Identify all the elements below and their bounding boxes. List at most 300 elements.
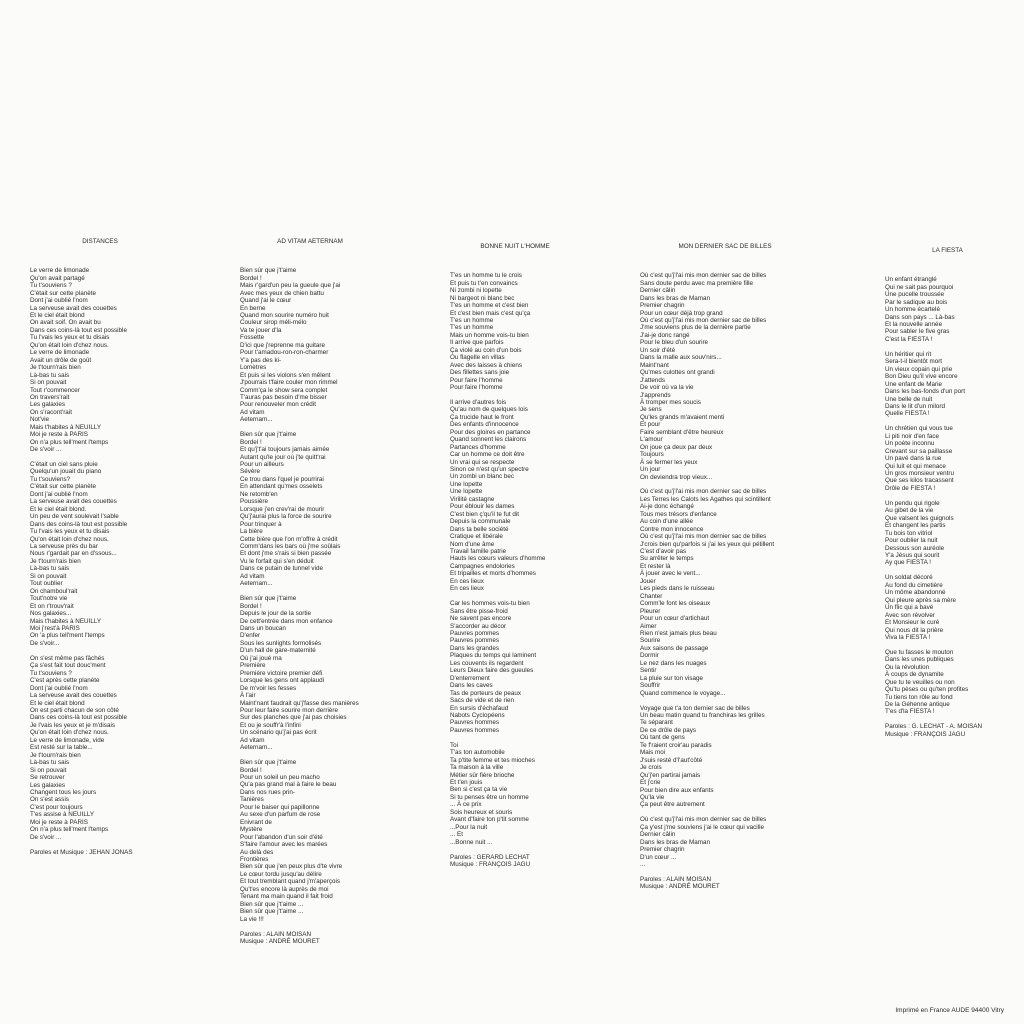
lyric-line: Qu't'es encore là auprès de moi <box>240 885 329 893</box>
lyric-line: C'est la FIESTA ! <box>885 335 933 343</box>
lyric-line: Et t'en jouis <box>450 779 483 787</box>
lyric-line: Mystère <box>240 826 263 834</box>
lyric-line: Je l'vais les yeux et je m'disais <box>30 721 115 729</box>
lyric-line: Ta p'tite femme et tes mioches <box>450 756 535 764</box>
lyric-line: T'es un homme <box>450 324 494 332</box>
lyric-line: Tanières <box>240 796 264 804</box>
stanza-break <box>885 567 1010 574</box>
lyric-line: Dans les unes publiques <box>885 656 954 664</box>
lyric-line: Pour renouveler mon crédit <box>240 401 316 409</box>
lyric-line: Jouer <box>640 577 656 585</box>
lyric-line: Depuis le jour de la sortie <box>240 610 312 618</box>
lyric-line: Partances d'homme <box>450 443 506 451</box>
lyric-line: Pauvres hommes <box>450 726 499 734</box>
lyric-line: Nom d'une âme <box>450 540 495 548</box>
lyric-line: Que tu te veuilles ou non <box>885 678 955 686</box>
lyric-line: Ça s'est fait tout douc'ment <box>30 662 106 670</box>
stanza-break <box>450 734 580 741</box>
song-title: AD VITAM AETERNAM <box>277 237 343 245</box>
lyric-line: T'as ton automobile <box>450 749 505 757</box>
lyric-line: Sous les sunlights formolisés <box>240 639 322 647</box>
lyric-line: C'est d'avoir pas <box>640 548 687 556</box>
lyric-line: Maint'nant faudrait qu'j'fasse des manières <box>240 699 359 707</box>
lyric-line: Avec mes yeux de chien battu <box>240 289 324 297</box>
lyric-line: Sourire <box>640 637 661 645</box>
lyric-line: Tu bois ton vitriol <box>885 529 933 537</box>
lyric-line: Un soir d'été <box>640 346 676 354</box>
lyric-line: Nabots Cyclopéens <box>450 711 505 719</box>
lyric-line: Où c'est qu'j'l'ai mis mon dernier sac de billes <box>640 272 767 280</box>
lyric-line: Un zombi un blanc bec <box>450 473 515 481</box>
lyric-line: Ou flagelle en villas <box>450 354 505 362</box>
lyric-line: Qu'tu pèses ou qu'ten profites <box>885 686 969 694</box>
lyric-line: Tu l'vais les yeux et tu disais <box>30 528 110 536</box>
lyric-line: L'amour <box>640 436 663 444</box>
lyric-line: Sois heureux et souris <box>450 808 513 816</box>
lyric-line: Une lopette <box>450 488 483 496</box>
lyric-line: On n'a plus tell'ment l'temps <box>30 826 109 834</box>
lyric-line: On 'a plus tell'ment l'temps <box>30 632 105 640</box>
lyric-line: Que valsent les guignols <box>885 514 954 522</box>
lyric-line: Voyage que t'a ton dernier sac de billes <box>640 704 750 712</box>
lyric-line: De ce drôle de pays <box>640 726 697 734</box>
lyrics-column-la-fiesta <box>885 232 1010 746</box>
lyric-line: Dans son pays ... Là-bas <box>885 313 955 321</box>
lyric-line: Contre mon innocence <box>640 525 704 533</box>
lyric-line: Aeternam... <box>240 744 273 752</box>
lyric-line: Tout'notre vie <box>30 595 68 603</box>
lyric-line: Ni zombi ni lopette <box>450 287 502 295</box>
lyric-line: Ça y'est j'me souviens j'ai le cœur qui vacille <box>640 823 764 831</box>
lyric-line: Avait un drôle de goût <box>30 356 92 364</box>
lyric-line: Ay que FIESTA ! <box>885 559 931 567</box>
stanza-break <box>640 809 810 816</box>
lyric-line: Pour faire l'homme <box>450 376 503 384</box>
lyric-line: Dernier câlin <box>640 287 676 295</box>
lyric-line: Toujours <box>640 451 664 459</box>
lyric-line: Premier chagrin <box>640 302 685 310</box>
lyric-line: Quelle FIESTA ! <box>885 410 930 418</box>
lyric-line: Tu t'souviens ? <box>30 282 72 290</box>
lyric-line: J'crois bien qu'parfois si j'ai les yeux qui pétillent <box>640 540 775 548</box>
lyric-line: Bordel ! <box>240 438 262 446</box>
lyric-line: Un chrétien qui vous tue <box>885 425 953 433</box>
lyric-line: Là-bas tu sais <box>30 565 70 573</box>
lyric-line: Lorsque les gens ont applaudi <box>240 677 325 685</box>
lyric-line: Sera-t-il bientôt mort <box>885 358 943 366</box>
lyric-line: Aimer <box>640 622 657 630</box>
lyrics-body <box>240 267 380 945</box>
lyric-line: Se retrouver <box>30 774 65 782</box>
lyric-line: Bien sûr que j't'aime ... <box>240 908 304 916</box>
lyric-line: À l'air <box>240 692 256 700</box>
lyric-line: Cette bière que l'on m'offre à crédit <box>240 535 338 543</box>
lyric-line: Un jour <box>640 466 661 474</box>
lyric-line: Te séparant <box>640 719 673 727</box>
lyric-line: Et tout tremblant quand j'm'aperçois <box>240 878 341 886</box>
lyric-line: Ai-je donc échangé <box>640 503 694 511</box>
lyric-line: Maint'nant <box>640 361 669 369</box>
lyric-line: Le nez dans les nuages <box>640 659 707 667</box>
lyric-line: Des fillettes sans joie <box>450 369 510 377</box>
lyric-line: Les Terres les Calots les Agathes qui scintillent <box>640 495 771 503</box>
lyric-line: Mais t'habites à NEUILLY <box>30 423 102 431</box>
lyric-line: Au coin d'une allée <box>640 518 694 526</box>
lyric-line: Dormir <box>640 652 659 660</box>
lyric-line: Quand sonnent les clairons <box>450 436 527 444</box>
lyric-line: Bordel ! <box>240 274 262 282</box>
lyric-line: On est parti chacun de son côté <box>30 706 119 714</box>
lyric-line: Ça peut être autrement <box>640 801 705 809</box>
lyric-line: Changent tous les jours <box>30 788 97 796</box>
lyric-line: Et changent les partis <box>885 522 946 530</box>
lyric-line: D'enfer <box>240 632 261 640</box>
lyric-line: Car un homme ce doit être <box>450 451 525 459</box>
lyric-line: Une enfant de Marie <box>885 380 943 388</box>
lyric-line: Ne savent pas encore <box>450 615 512 623</box>
lyric-line: Hauts les cœurs valeurs d'homme <box>450 555 546 563</box>
lyric-line: Mais t'habites à NEUILLY <box>30 617 102 625</box>
lyric-line: La serveuse près du bar <box>30 543 98 551</box>
lyric-line: Un peu de vent soulevait l'sable <box>30 513 119 521</box>
lyric-line: Bien sûr que j't'aime ... <box>240 900 304 908</box>
lyric-line: Moi je reste à PARIS <box>30 431 88 439</box>
stanza-break <box>885 641 1010 648</box>
lyric-line: Métier sûr fière brioche <box>450 771 515 779</box>
lyric-line: Où c'est qu'j'l'ai mis mon dernier sac de billes <box>640 488 767 496</box>
stanza-break <box>450 392 580 399</box>
lyric-line: Un vrai qui se respecte <box>450 458 515 466</box>
lyric-line: Pour un soleil un peu macho <box>240 774 320 782</box>
lyric-line: De s'voir... <box>30 639 60 647</box>
lyric-line: Ça violé au coin d'un bois <box>450 346 522 354</box>
lyric-line: Dans nos rues prin- <box>240 788 295 796</box>
lyric-line: Frontières <box>240 856 269 864</box>
lyric-line: On s'racont'rait <box>30 408 72 416</box>
lyric-line: Bien sûr que j'en peux plus d'te vivre <box>240 863 343 871</box>
lyric-line: Pour sabler le five gras <box>885 328 950 336</box>
lyric-line: Pour leur faire sourire mon derrière <box>240 706 338 714</box>
lyric-line: Dernier câlin <box>640 831 676 839</box>
lyric-line: Aux saisons de passage <box>640 644 709 652</box>
lyric-line: Souffrir <box>640 682 661 690</box>
lyric-line: Car les hommes vois-tu bien <box>450 600 530 608</box>
lyric-line: Si on pouvait <box>30 572 67 580</box>
lyric-line: T'es d'la FIESTA ! <box>885 708 935 716</box>
lyric-line: Une belle de nuit <box>885 395 933 403</box>
lyric-line: Ben si c'est ça ta vie <box>450 786 508 794</box>
lyric-line: Où c'est qu'j'l'ai mis mon dernier sac de billes <box>640 816 767 824</box>
lyric-line: Les pieds dans le ruisseau <box>640 585 715 593</box>
lyric-line: Dans les bras de Maman <box>640 838 710 846</box>
lyric-line: Qui pleure après sa mère <box>885 596 957 604</box>
lyric-line: Bordel ! <box>240 766 262 774</box>
lyric-line: Y'a Jésus qui sourit <box>885 551 940 559</box>
lyric-line: Qu'on était loin d'chez nous. <box>30 341 109 349</box>
lyric-line: À coups de dynamite <box>885 671 944 679</box>
lyric-line: Pour le bleu d'un sourire <box>640 339 709 347</box>
lyric-line: Dans la malle aux souv'nirs... <box>640 354 722 362</box>
lyric-line: Un pavé dans la rue <box>885 455 942 463</box>
lyric-line: Musique : FRANÇOIS JAGU <box>450 861 531 868</box>
stanza-break <box>240 752 380 759</box>
lyric-line: Nos galaxies... <box>30 610 72 618</box>
lyric-line: Viva la FIESTA ! <box>885 633 931 641</box>
lyric-line: Tout oublier <box>30 580 63 588</box>
lyric-line: Qu'on avait partagé <box>30 274 85 282</box>
lyric-line: Une lopette <box>450 480 483 488</box>
lyric-line: On s'est même pas fâchés <box>30 654 105 662</box>
lyric-line: Que tu fasses le mouton <box>885 648 954 656</box>
lyric-line: Et j'crie <box>640 779 661 787</box>
lyric-line: Mais r'gard'un peu la gueule que j'ai <box>240 282 341 290</box>
lyric-line: Un poète inconnu <box>885 440 935 448</box>
lyric-line: Ad vitam <box>240 572 265 580</box>
lyric-line: Comm'dans les bars où j'me soûlais <box>240 543 341 551</box>
lyric-line: Dont j'ai oublié l'nom <box>30 297 88 305</box>
lyric-line: Qu'j'en partirai jamais <box>640 771 701 779</box>
lyric-line: Dans le lit d'un milord <box>885 402 945 410</box>
lyric-line: Et ou je souffr'à l'infini <box>240 721 301 729</box>
stanza-break <box>885 716 1010 723</box>
lyric-line: ...Bonne nuit ... <box>450 838 493 846</box>
lyric-line: Dans les bras de Maman <box>640 294 710 302</box>
lyric-line: À tromper mes soucis <box>640 398 701 406</box>
lyric-line: J'apprends <box>640 391 671 399</box>
lyric-line: Et c'est bien mais c'est qu'ça <box>450 309 531 317</box>
lyric-line: Un beau matin quand tu franchiras les grilles <box>640 711 765 719</box>
lyric-line: Première victoire premier défi <box>240 669 323 677</box>
song-title: LA FIESTA <box>932 246 963 254</box>
lyric-line: Je t'tourn'rais bien <box>30 751 81 759</box>
lyric-line: Si tu penses être un homme <box>450 793 529 801</box>
stanza-break <box>240 588 380 595</box>
lyric-line: Où tant de gens <box>640 734 685 742</box>
stanza-break <box>640 481 810 488</box>
lyric-line: On s'est assis <box>30 796 69 804</box>
lyric-line: C'est pour toujours <box>30 803 83 811</box>
lyric-line: D'un hall de gare-maternité <box>240 647 316 655</box>
lyric-line: Bien sûr que j't'aime <box>240 431 297 439</box>
lyric-line: Quand j'ai le cœur <box>240 297 292 305</box>
lyric-line: Plaques du temps qui laminent <box>450 652 537 660</box>
lyric-line: Sans être pisse-froid <box>450 607 508 615</box>
stanza-break <box>30 454 170 461</box>
lyric-line: ... Et <box>450 831 463 839</box>
lyric-line: Toi <box>450 741 459 749</box>
lyric-line: Crevant sur sa paillasse <box>885 447 953 455</box>
lyric-line: Je crois <box>640 764 662 772</box>
lyric-line: Sinon ce n'est qu'un spectre <box>450 466 529 474</box>
lyric-line: Campagnes endolories <box>450 562 515 570</box>
lyric-line: La serveuse avait des couettes <box>30 304 117 312</box>
lyric-line: T'auras pas besoin d'me bisser <box>240 393 327 401</box>
lyric-line: Dont j'ai oublié l'nom <box>30 684 88 692</box>
lyrics-body <box>640 272 810 891</box>
lyric-line: Et tripailles et morts d'hommes <box>450 570 536 578</box>
lyric-line: Bien sûr que j't'aime <box>240 759 297 767</box>
lyric-line: Le verre de limonade, vide <box>30 736 105 744</box>
lyric-line: Je t'tourn'rais bien <box>30 557 81 565</box>
lyric-line: Tous mes trésors d'enfance <box>640 510 717 518</box>
lyric-line: Enivrant de <box>240 818 272 826</box>
song-title: DISTANCES <box>82 237 118 245</box>
lyric-line: La vie !!! <box>240 915 264 923</box>
lyric-line: Le cœur tordu jusqu'au délire <box>240 870 322 878</box>
lyric-line: T'es un homme <box>450 316 494 324</box>
lyric-line: Des enfants d'innocence <box>450 421 519 429</box>
lyric-line: Qu'j'aurai plus la force de sourire <box>240 513 332 521</box>
lyric-line: Dont j'ai oublié l'nom <box>30 490 88 498</box>
lyric-line: Y'a pas des ki- <box>240 356 282 364</box>
lyric-line: Couleur sirop méli-mélo <box>240 319 307 327</box>
lyric-line: Pour bien dire aux enfants <box>640 786 714 794</box>
lyric-line: Pour des gloires en partance <box>450 428 531 436</box>
lyric-line: Not'vie <box>30 416 50 424</box>
lyric-line: Et pour <box>640 421 661 429</box>
lyric-line: Pour t'amadou-ron-ron-charmer <box>240 349 329 357</box>
lyric-line: Avec des laisses à chiens <box>450 361 522 369</box>
lyric-line: ... <box>640 861 646 869</box>
lyric-line: Où c'est qu'j'l'ai mis mon dernier sac de billes <box>640 533 767 541</box>
lyric-line: Depuis la communale <box>450 518 511 526</box>
lyric-line: On avait soif. On avait bu <box>30 319 101 327</box>
lyrics-body <box>30 267 170 856</box>
stanza-break <box>30 841 170 848</box>
lyric-line: Aeternam... <box>240 580 273 588</box>
lyric-line: La bière <box>240 528 263 536</box>
lyric-line: Tenant ma main quand il fait froid <box>240 893 333 901</box>
lyric-line: À jouer avec le vent... <box>640 570 701 578</box>
song-title: MON DERNIER SAC DE BILLES <box>678 242 772 250</box>
lyric-line: Un vieux copain qui prie <box>885 365 953 373</box>
lyric-line: Sentir <box>640 667 657 675</box>
lyric-line: Pour trinquer à <box>240 520 282 528</box>
lyrics-body <box>885 276 1010 738</box>
lyric-line: Pour faire l'homme <box>450 384 503 392</box>
lyric-line: Tu l'vais les yeux et tu disais <box>30 334 110 342</box>
lyric-line: Qu'mes culottes ont grandi <box>640 369 715 377</box>
lyric-line: C'est bien ç'qu'il te fut dit <box>450 510 520 518</box>
lyric-line: Qui ne sait pas pourquoi <box>885 283 954 291</box>
lyric-line: Là-bas tu sais <box>30 371 70 379</box>
lyric-line: Fossette <box>240 334 265 342</box>
lyric-line: Si on pouvait <box>30 379 67 387</box>
lyric-line: Pour un cœur déjà trop grand <box>640 309 723 317</box>
lyric-line: C'était sur cette planète <box>30 289 96 297</box>
lyric-line: Quelqu'un jouait du piano <box>30 468 102 476</box>
lyric-line: Sévère <box>240 468 260 476</box>
lyric-line: Dans les bas-fonds d'un port <box>885 388 965 396</box>
lyric-line: T'es un homme et c'est bien <box>450 302 529 310</box>
lyric-line: Dans ce putain de tunnel vide <box>240 565 323 573</box>
lyrics-body <box>450 272 580 868</box>
lyric-line: De s'voir ... <box>30 833 62 841</box>
lyric-line: En attendant qu'mes osselets <box>240 483 323 491</box>
lyric-line: Mais moi <box>640 749 666 757</box>
lyric-line: Quand mon sourire numéro huit <box>240 311 329 319</box>
stanza-break <box>240 424 380 431</box>
lyric-line: Et le ciel était blond <box>30 699 85 707</box>
lyric-line: Drôle de FIESTA ! <box>885 484 936 492</box>
stanza-break <box>240 923 380 930</box>
lyric-line: Musique : ANDRÉ MOURET <box>640 883 720 891</box>
lyric-line: Dans un boucan <box>240 624 286 632</box>
lyric-line: Vu le forfait qui s'en déduit <box>240 557 314 565</box>
lyric-line: De la Géhenne antique <box>885 701 950 709</box>
lyric-line: En ces lieux <box>450 585 484 593</box>
lyric-line: Avec son révolver <box>885 611 935 619</box>
lyric-line: Paroles et Musique : JEHAN JONAS <box>30 848 133 856</box>
lyric-line: Qu'on était loin d'chez nous. <box>30 729 109 737</box>
lyric-line: Tout r'commencer <box>30 386 80 394</box>
lyric-line: Lomètres <box>240 364 267 372</box>
lyric-line: En ces lieux <box>450 577 484 585</box>
lyric-line: Et Monsieur le curé <box>885 619 940 627</box>
lyric-line: Lorsque j'en crev'rai de mourir <box>240 505 325 513</box>
lyric-line: De cett'entrée dans mon enfance <box>240 617 333 625</box>
lyric-line: Et puis tu t'en convaincs <box>450 279 518 287</box>
lyric-line: Musique : ANDRÉ MOURET <box>240 937 320 945</box>
lyric-line: Et dont j'me s'rais si bien passée <box>240 550 332 558</box>
lyric-line: Par le sadique au bois <box>885 298 948 306</box>
lyric-line: Pleurer <box>640 607 661 615</box>
lyric-line: D'enterrement <box>450 674 490 682</box>
lyric-line: Chanter <box>640 592 663 600</box>
lyric-line: Au sexe d'un parfum de rose <box>240 811 321 819</box>
lyric-line: Pour l'abandon d'un soir d'été <box>240 833 323 841</box>
lyric-line: T'es assise à NEUILLY <box>30 811 95 819</box>
lyric-line: De s'voir ... <box>30 446 62 454</box>
lyrics-column-ad-vitam-aeternam <box>240 223 380 953</box>
lyric-line: Ce trou dans l'quel je pourrirai <box>240 475 324 483</box>
lyric-line: Ou la révolution <box>885 663 930 671</box>
lyric-line: Un homme écartelé <box>885 306 940 314</box>
lyric-line: Moi je reste à PARIS <box>30 818 88 826</box>
lyric-line: Pauvres hommes <box>450 719 499 727</box>
lyric-line: Pour éblouir les dames <box>450 503 515 511</box>
song-title: BONNE NUIT L'HOMME <box>480 242 550 250</box>
lyric-line: Le verre de limonade <box>30 349 90 357</box>
lyric-line: On travers'rait <box>30 393 70 401</box>
lyric-line: Qu'les grands m'avaient menti <box>640 413 725 421</box>
printer-imprint: Imprimé en France AUDE 94400 Vitry <box>895 1007 1004 1014</box>
lyric-line: Qui nous dit la prière <box>885 626 944 634</box>
lyric-line: En berne <box>240 304 266 312</box>
lyric-line: Où j'ai joué ma <box>240 654 282 662</box>
lyric-line: J'suis resté d'l'aut'côté <box>640 756 703 764</box>
stanza-break <box>640 868 810 875</box>
lyric-line: Le verre de limonade <box>30 267 90 275</box>
lyric-line: J'ai-je donc rangé <box>640 331 690 339</box>
lyric-line: Moi j'rest'à PARIS <box>30 625 80 632</box>
lyric-line: En sursis d'échafaud <box>450 704 509 712</box>
lyric-line: Dessous son auréole <box>885 544 945 552</box>
lyric-line: Ad vitam <box>240 736 265 744</box>
lyric-line: Un scénario qu'j'ai pas écrit <box>240 729 317 737</box>
lyric-line: De m'voir les fesses <box>240 684 297 692</box>
lyric-line: Comm'ça le show sera complet <box>240 386 328 394</box>
lyric-line: Et le ciel était blond. <box>30 505 87 513</box>
lyric-line: C'était sur cette planète <box>30 483 96 491</box>
lyric-line: Tu t'souviens ? <box>30 669 72 677</box>
stanza-break <box>885 343 1010 350</box>
lyrics-column-mon-dernier-sac-de-billes <box>640 228 810 898</box>
lyric-line: Pour le baiser qui papillonne <box>240 803 320 811</box>
lyric-line: D'un cœur ... <box>640 853 677 861</box>
lyric-line: De voir où va la vie <box>640 384 694 392</box>
lyric-line: Un soldat décoré <box>885 574 933 582</box>
